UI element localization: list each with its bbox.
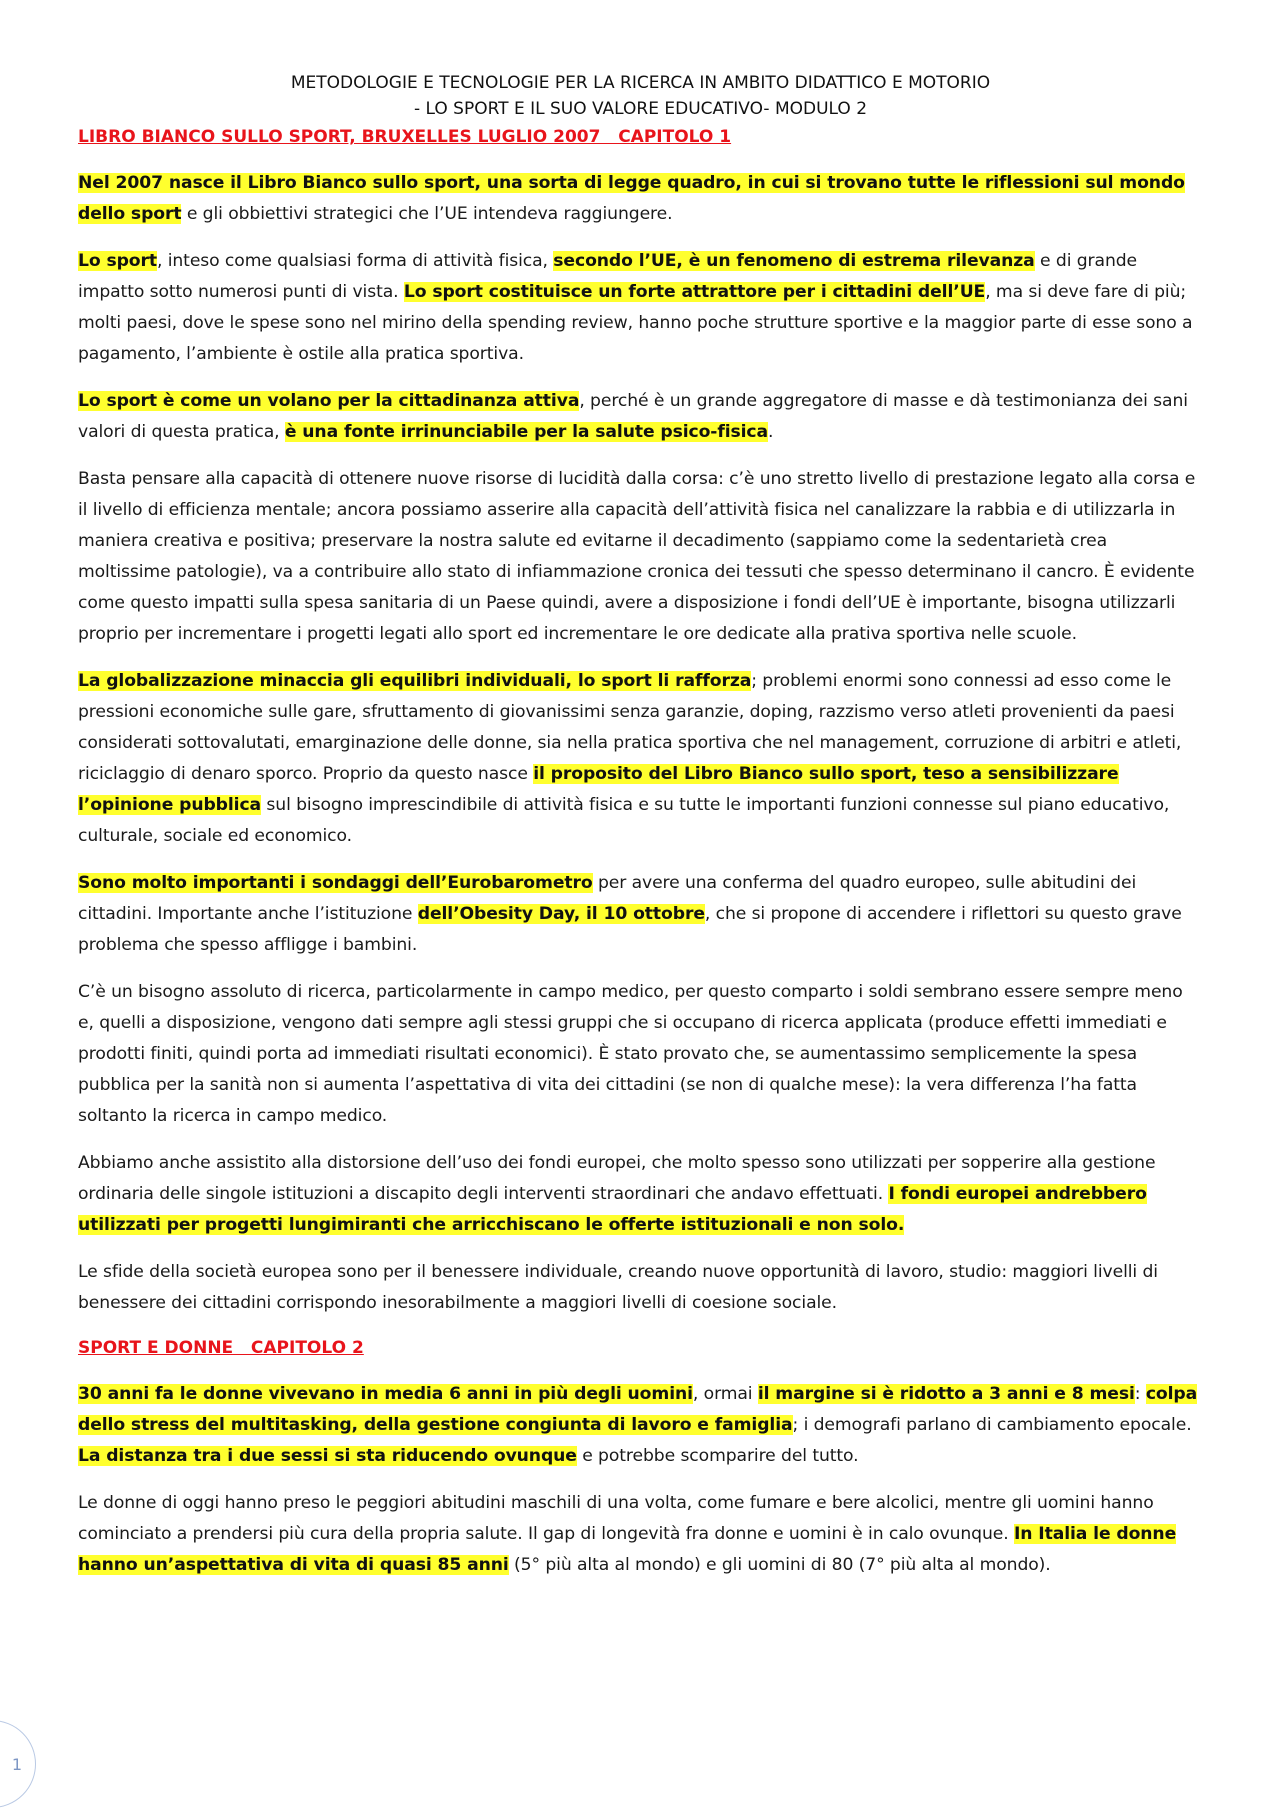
highlighted-text: secondo l’UE, è un fenomeno di estrema rilevanza [553, 251, 1035, 271]
section-title-chapter-2: SPORT E DONNE CAPITOLO 2 [78, 1338, 364, 1358]
document-page [78, 70, 1203, 1597]
highlighted-text: Sono molto importanti i sondaggi dell’Eurobarometro [78, 873, 593, 893]
paragraph [78, 168, 1203, 230]
body-text: e gli obbiettivi strategici che l’UE intendeva raggiungere. [181, 204, 673, 224]
body-text: , perché è un grande aggregatore di masse e dà testimonianza dei sani valori di questa pratica, [78, 391, 1188, 442]
paragraph [78, 666, 1203, 852]
highlighted-text: I fondi europei andrebbero utilizzati per progetti lungimiranti che arricchiscano le offerte istituzionali e non solo. [78, 1184, 1147, 1235]
paragraph: Le sfide della società europea sono per il benessere individuale, creando nuove opportunità di lavoro, studio: maggiori livelli di benessere dei cittadini corrispondo inesorabilmente a maggiori livelli di coesione sociale. [78, 1262, 1158, 1313]
body-text: . [768, 422, 774, 442]
paragraph [78, 386, 1203, 448]
paragraph [78, 1379, 1203, 1472]
body-text: per avere una conferma del quadro europeo, sulle abitudini dei cittadini. Importante anche l’istituzione [78, 873, 1137, 924]
paragraph [78, 1148, 1203, 1241]
paragraph: Basta pensare alla capacità di ottenere nuove risorse di lucidità dalla corsa: c’è uno stretto livello di prestazione legato alla corsa e il livello di efficienza mentale; ancora possiamo asserire alla capacità dell’attività fisica nel canalizzare la rabbia e di utilizzarla in maniera creativa e positiva; preservare la nostra salute ed evitarne il decadimento (sappiamo come la sedentarietà crea moltissime patologie), va a contribuire allo stato di infiammazione cronica dei tessuti che spesso determinano il cancro. È evidente come questo impatti sulla spesa sanitaria di un Paese quindi, avere a disposizione i fondi dell’UE è importante, bisogna utilizzarli proprio per incrementare i progetti legati allo sport ed incrementare le ore dedicate alla prativa sportiva nelle scuole. [78, 469, 1196, 644]
highlighted-text: il proposito del Libro Bianco sullo sport, teso a sensibilizzare l’opinione pubblica [78, 764, 1119, 815]
paragraph [78, 246, 1203, 370]
highlighted-text: Nel 2007 nasce il Libro Bianco sullo sport, una sorta di legge quadro, in cui si trovano tutte le riflessioni sul mondo dello sport [78, 173, 1185, 224]
highlighted-text: Lo sport [78, 251, 157, 271]
body-text: Le donne di oggi hanno preso le peggiori abitudini maschili di una volta, come fumare e bere alcolici, mentre gli uomini hanno cominciato a prendersi più cura della propria salute. Il gap di longevità fra donne e uomini è in calo ovunque. [78, 1493, 1154, 1544]
highlighted-text: colpa dello stress del multitasking, della gestione congiunta di lavoro e famiglia [78, 1384, 1198, 1435]
document-header [78, 70, 1203, 122]
header-line-1: METODOLOGIE E TECNOLOGIE PER LA RICERCA IN AMBITO DIDATTICO E MOTORIO [290, 73, 991, 93]
body-text: , ormai [692, 1384, 758, 1404]
paragraph: C’è un bisogno assoluto di ricerca, particolarmente in campo medico, per questo comparto i soldi sembrano essere sempre meno e, quelli a disposizione, vengono dati sempre agli stessi gruppi che si occupano di ricerca applicata (produce effetti immediati e prodotti finiti, quindi porta ad immediati risultati economici). È stato provato che, se aumentassimo semplicemente la spesa pubblica per la sanità non si aumenta l’aspettativa di vita dei cittadini (se non di qualche mese): la vera differenza l’ha fatta soltanto la ricerca in campo medico. [78, 982, 1183, 1126]
highlighted-text: La distanza tra i due sessi si sta riducendo ovunque [78, 1446, 577, 1466]
highlighted-text: La globalizzazione minaccia gli equilibri individuali, lo sport li rafforza [78, 671, 752, 691]
highlighted-text: il margine si è ridotto a 3 anni e 8 mesi [757, 1384, 1135, 1404]
highlighted-text: Lo sport è come un volano per la cittadinanza attiva [78, 391, 580, 411]
highlighted-text: 30 anni fa le donne vivevano in media 6 anni in più degli uomini [78, 1384, 693, 1404]
body-text: (5° più alta al mondo) e gli uomini di 80 (7° più alta al mondo). [508, 1555, 1051, 1575]
body-text: sul bisogno imprescindibile di attività fisica e su tutte le importanti funzioni connesse sul piano educativo, culturale, sociale ed economico. [78, 795, 1170, 846]
header-line-2: - LO SPORT E IL SUO VALORE EDUCATIVO- MODULO 2 [413, 99, 868, 119]
body-text: : [1134, 1384, 1146, 1404]
body-text: ; problemi enormi sono connessi ad esso come le pressioni economiche sulle gare, sfruttamento di giovanissimi senza garanzie, doping, razzismo verso atleti provenienti da paesi considerati sottovalutati, emarginazione delle donne, sia nella pratica sportiva che nel management, corruzione di arbitri e atleti, riciclaggio di denaro sporco. Proprio da questo nasce [78, 671, 1182, 784]
body-text: e di grande impatto sotto numerosi punti di vista. [78, 251, 1138, 302]
body-text: Abbiamo anche assistito alla distorsione dell’uso dei fondi europei, che molto spesso sono utilizzati per sopperire alla gestione ordinaria delle singole istituzioni a discapito degli interventi straordinari che andavo effettuati. [78, 1153, 1156, 1204]
page-number: 1 [11, 1754, 23, 1774]
body-text: , ma si deve fare di più; molti paesi, dove le spese sono nel mirino della spending review, hanno poche strutture sportive e la maggior parte di esse sono a pagamento, l’ambiente è ostile alla pratica sportiva. [78, 282, 1193, 364]
body-text: , inteso come qualsiasi forma di attività fisica, [156, 251, 554, 271]
body-text: , che si propone di accendere i riflettori su questo grave problema che spesso affligge i bambini. [78, 904, 1182, 955]
highlighted-text: dell’Obesity Day, il 10 ottobre [417, 904, 705, 924]
highlighted-text: è una fonte irrinunciabile per la salute psico-fisica [284, 422, 769, 442]
body-text: e potrebbe scomparire del tutto. [576, 1446, 859, 1466]
page-number-badge [0, 1720, 36, 1808]
section-title-chapter-1: LIBRO BIANCO SULLO SPORT, BRUXELLES LUGLIO 2007 CAPITOLO 1 [78, 127, 732, 147]
paragraph [78, 868, 1203, 961]
body-text: ; i demografi parlano di cambiamento epocale. [792, 1415, 1192, 1435]
highlighted-text: In Italia le donne hanno un’aspettativa di vita di quasi 85 anni [78, 1524, 1177, 1575]
paragraph [78, 1488, 1203, 1581]
highlighted-text: Lo sport costituisce un forte attrattore per i cittadini dell’UE [403, 282, 986, 302]
